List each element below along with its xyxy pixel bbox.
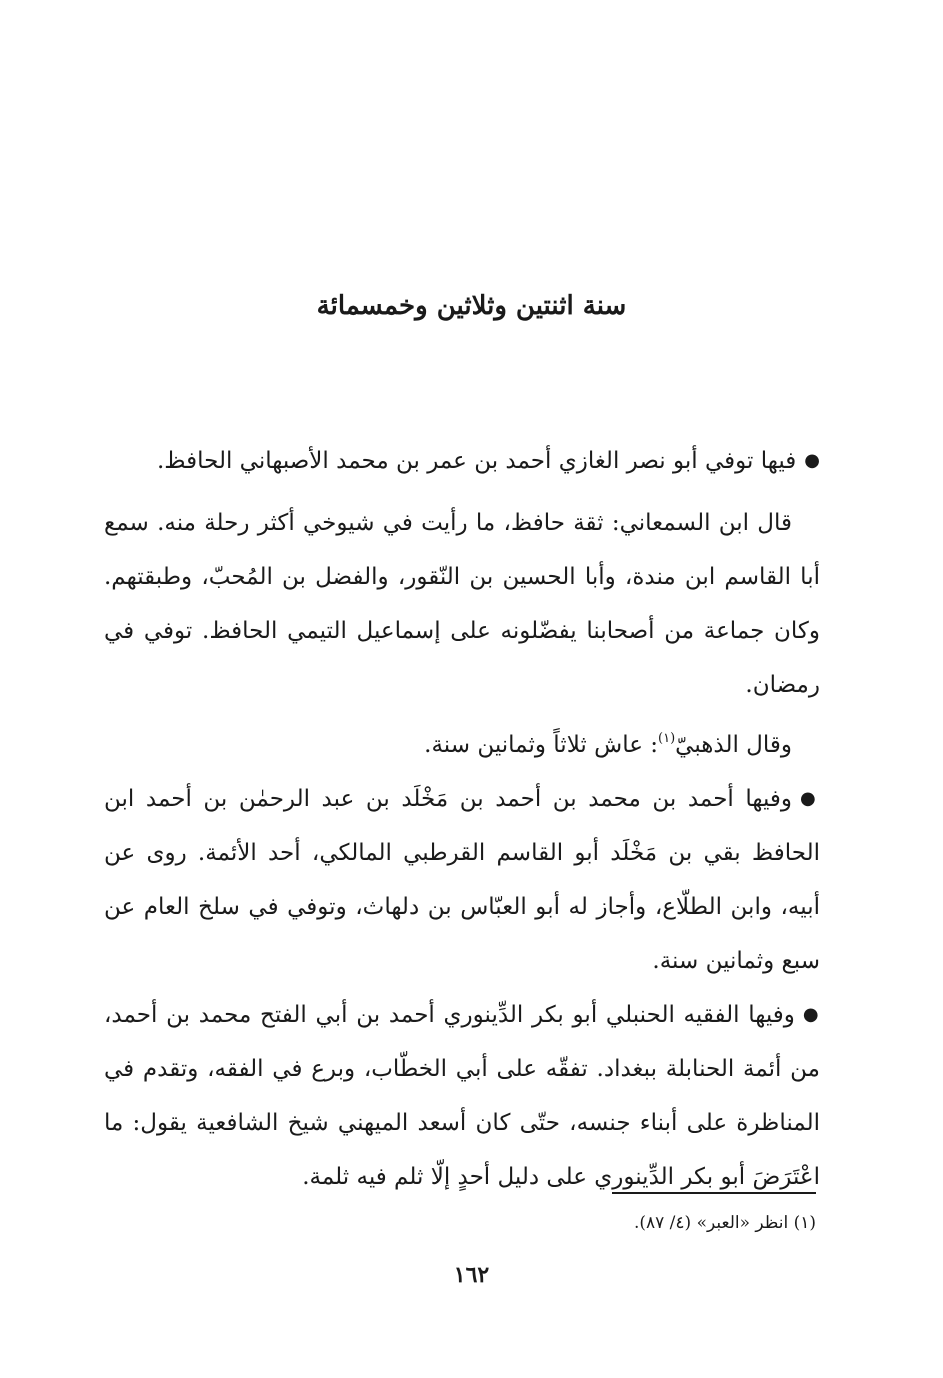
body-text — [104, 434, 820, 1204]
entry-paragraph — [104, 988, 820, 1204]
entry-text: فيها توفي أبو نصر الغازي أحمد بن عمر بن محمد الأصبهاني الحافظ. — [156, 448, 797, 474]
entry-paragraph — [104, 434, 820, 488]
footnote-reference: (١) — [658, 731, 676, 746]
page-number: ١٦٢ — [453, 1262, 490, 1288]
entry-text: قال ابن السمعاني: ثقة حافظ، ما رأيت في شيوخي أكثر رحلة منه. سمع أبا القاسم ابن مندة، وأبا الحسين بن النّقور، والفضل بن المُحبّ، وطبقتهم. وكان جماعة من أصحابنا يفضّلونه على إسماعيل التيمي الحافظ. توفي في رمضان. — [104, 510, 820, 698]
entry-paragraph — [104, 772, 820, 988]
entry-text: وفيها أحمد بن محمد بن أحمد بن مَخْلَد بن عبد الرحمٰن بن أحمد ابن الحافظ بقي بن مَخْلَد أبو القاسم القرطبي المالكي، أحد الأئمة. روى عن أبيه، وابن الطلّاع، وأجاز له أبو العبّاس بن دلهاث، وتوفي في سلخ العام عن سبع وثمانين سنة. — [104, 786, 820, 974]
footnote: (١) انظر «العبر» (٤/ ٨٧). — [633, 1213, 816, 1233]
bullet-icon: ● — [800, 788, 820, 809]
quote-paragraph — [104, 712, 820, 772]
footnote-divider — [612, 1192, 816, 1194]
entry-text: وفيها الفقيه الحنبلي أبو بكر الدِّينوري أحمد بن أبي الفتح محمد بن أحمد، من أئمة الحنابلة ببغداد. تفقّه على أبي الخطّاب، وبرع في الفقه، وتقدم في المناظرة على أبناء جنسه، حتّى كان أسعد الميهني شيخ الشافعية يقول: ما اعْتَرَضَ أبو بكر الدِّينوري على دليل أحدٍ إلّا ثلم فيه ثلمة. — [104, 1002, 820, 1190]
entry-text: وقال الذهبيّ — [675, 732, 792, 758]
bullet-icon: ● — [802, 1004, 820, 1025]
entry-text: : عاش ثلاثاً وثمانين سنة. — [424, 732, 659, 758]
bullet-icon: ● — [804, 450, 820, 471]
chapter-title: سنة اثنتين وثلاثين وخمسمائة — [316, 291, 627, 321]
quote-paragraph — [104, 496, 820, 712]
